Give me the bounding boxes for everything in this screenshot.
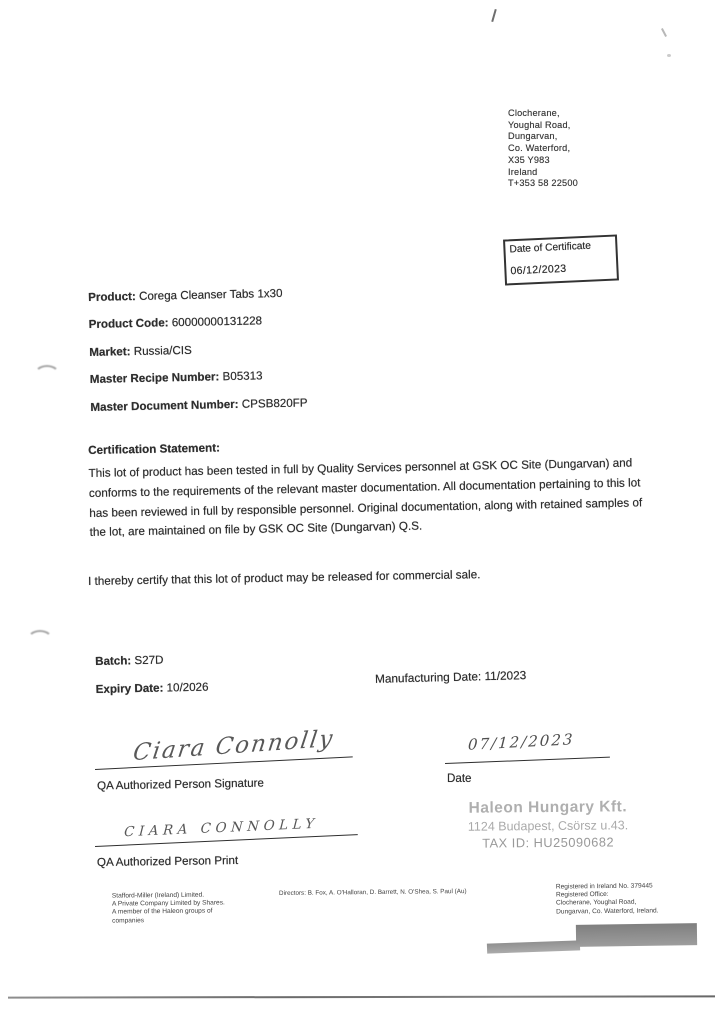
hole-punch-shadow-bottom: [27, 630, 53, 650]
scan-artifact-slash: [491, 9, 497, 22]
product-info-block: [88, 286, 308, 427]
certification-statement-body: This lot of product has been tested in full by Quality Services personnel at GSK OC Site (Dungarvan) and conforms to the requirements of the relevant master documentation. All documentation pertaining to this lot has been reviewed in full by responsible personnel. Original documentation, along with retained samples of the lot, are maintained on file by GSK OC Site (Dungarvan) Q.S.: [88, 456, 643, 540]
batch-label: Batch:: [95, 654, 132, 668]
address-line: T+353 58 22500: [508, 178, 578, 189]
master-recipe-label: Master Recipe Number:: [89, 370, 220, 387]
signature-date-handwriting: 07/12/2023: [467, 730, 575, 754]
master-document-label: Master Document Number:: [90, 397, 239, 414]
hole-punch-shadow-top: [34, 365, 60, 385]
address-line: Dungarvan,: [508, 131, 558, 142]
stamp-tax-id: TAX ID: HU25090682: [482, 834, 615, 851]
stamp-address: 1124 Budapest, Csörsz u.43.: [467, 818, 629, 834]
footer-left-line: companies: [112, 916, 145, 925]
manufacturing-date-label: Manufacturing Date:: [374, 669, 482, 686]
release-statement: I thereby certify that this lot of product may be released for commercial sale.: [88, 568, 481, 588]
batch-value: S27D: [134, 653, 164, 668]
manufacturing-date-value: 11/2023: [484, 668, 527, 684]
master-recipe-value: B05313: [222, 369, 263, 384]
footer-right-line: Clocherane, Youghal Road,: [556, 899, 637, 907]
product-value: Corega Cleanser Tabs 1x30: [138, 286, 283, 303]
signature-date-label: Date: [447, 772, 472, 785]
product-code-label: Product Code:: [88, 316, 169, 332]
address-line: Youghal Road,: [508, 119, 571, 130]
expiry-row: [96, 680, 209, 710]
date-of-certificate-box: [503, 234, 619, 285]
expiry-label: Expiry Date:: [95, 681, 164, 696]
market-label: Market:: [89, 344, 131, 359]
scan-artifact-corner-dot: [667, 54, 671, 57]
scan-artifact-corner-mark: [661, 28, 667, 37]
stamp-company-name: Haleon Hungary Kft.: [468, 798, 628, 817]
batch-info-block: [95, 653, 209, 710]
footer-registered-office: [556, 882, 659, 916]
footer-company-registration: [112, 891, 225, 925]
footer-left-line: A member of the Haleon groups of: [112, 907, 213, 916]
grey-bar-dark: [576, 923, 697, 947]
date-of-certificate-value: 06/12/2023: [510, 262, 567, 278]
footer-left-line: A Private Company Limited by Shares.: [111, 899, 225, 908]
signature-date-line: [445, 757, 610, 764]
qa-print-handwriting: CIARA CONNOLLY: [123, 815, 320, 841]
haleon-hungary-stamp: [428, 798, 668, 851]
expiry-value: 10/2026: [166, 680, 209, 695]
manufacturing-date-row: [375, 668, 527, 686]
address-line: Co. Waterford,: [508, 143, 571, 154]
qa-signature-label: QA Authorized Person Signature: [96, 776, 265, 793]
letterhead-address: [508, 108, 578, 190]
footer-right-line: Dungarvan, Co. Waterford, Ireland.: [556, 907, 659, 916]
bottom-scan-edge-line: [8, 995, 715, 998]
certification-statement-block: [88, 433, 652, 543]
master-document-row: [90, 396, 308, 428]
footer-directors: Directors: B. Fox, A. O'Halloran, D. Barrett, N. O'Shea, S. Paul (Au): [278, 888, 467, 897]
address-line: Ireland: [508, 166, 538, 177]
footer-right-line: Registered in Ireland No. 379445: [555, 882, 653, 891]
date-of-certificate-label: Date of Certificate: [509, 240, 592, 256]
address-line: Clocherane,: [508, 108, 560, 118]
master-document-value: CPSB820FP: [241, 395, 308, 411]
certification-statement-heading: Certification Statement:: [88, 441, 221, 457]
qa-print-label: QA Authorized Person Print: [96, 854, 239, 869]
footer-right-line: Registered Office:: [555, 891, 609, 899]
qa-signature-handwriting: Ciara Connolly: [131, 725, 336, 767]
market-value: Russia/CIS: [133, 343, 192, 358]
product-code-value: 60000000131228: [171, 314, 263, 330]
grey-bar-light: [487, 940, 580, 953]
footer-left-line: Stafford-Miller (Ireland) Limited.: [111, 891, 205, 900]
product-label: Product:: [88, 290, 136, 304]
batch-row: [95, 653, 208, 683]
address-line: X35 Y983: [508, 154, 550, 165]
